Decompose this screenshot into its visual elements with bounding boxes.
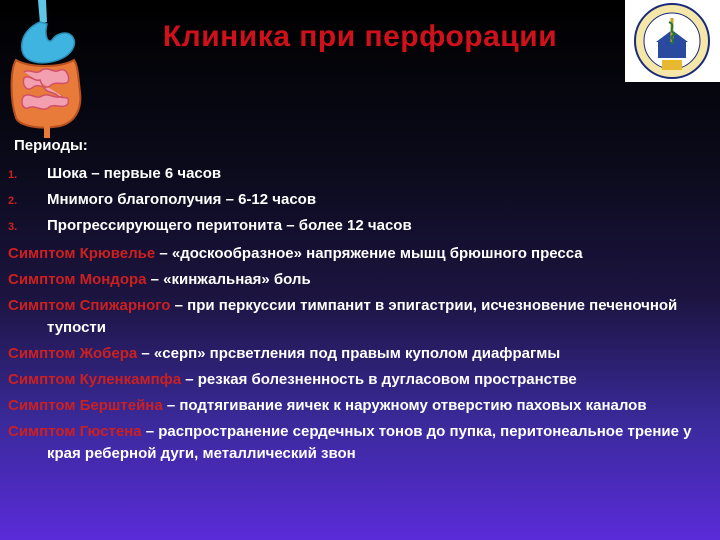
symptom-description: – при перкуссии тимпанит в эпигастрии, исчезновение печеночной тупости — [47, 297, 678, 336]
symptom-name: Симптом Крювелье — [8, 245, 156, 262]
period-item — [0, 165, 720, 191]
symptom-name: Симптом Мондора — [8, 271, 147, 288]
periods-heading: Периоды: — [14, 137, 88, 154]
university-emblem — [625, 0, 720, 82]
period-item — [0, 191, 720, 217]
symptom-item — [0, 395, 707, 417]
digestive-tract-illustration — [0, 0, 95, 140]
symptom-name: Симптом Спижарного — [8, 297, 171, 314]
symptom-name: Симптом Куленкампфа — [8, 371, 182, 388]
period-number: 3. — [8, 221, 18, 233]
period-item — [0, 217, 720, 243]
symptom-description: – резкая болезненность в дугласовом пространстве — [181, 371, 577, 388]
period-text: Шока – первые 6 часов — [47, 165, 222, 182]
symptom-description: – «серп» прсветления под правым куполом диафрагмы — [137, 345, 561, 362]
symptom-item — [0, 343, 707, 365]
period-number: 1. — [8, 169, 18, 181]
slide-title: Клиника при перфорации — [162, 20, 558, 53]
symptom-item — [0, 369, 707, 391]
symptom-description: – подтягивание яичек к наружному отверстию паховых каналов — [162, 397, 647, 414]
period-text: Мнимого благополучия – 6-12 часов — [47, 191, 317, 208]
content-list — [0, 165, 720, 469]
symptom-name: Симптом Жобера — [8, 345, 138, 362]
symptom-name: Симптом Гюстена — [8, 423, 142, 440]
period-number: 2. — [8, 195, 18, 207]
symptom-item — [0, 243, 707, 265]
symptom-item — [0, 269, 707, 291]
symptom-item — [0, 421, 707, 465]
symptom-description: – «кинжальная» боль — [146, 271, 311, 288]
symptom-description: – «доскообразное» напряжение мышц брюшного пресса — [155, 245, 583, 262]
period-text: Прогрессирующего перитонита – более 12 часов — [47, 217, 412, 234]
symptom-description: – распространение сердечных тонов до пупка, перитонеальное трение у края реберной дуги, металлический звон — [47, 423, 692, 462]
symptom-name: Симптом Берштейна — [8, 397, 163, 414]
symptom-item — [0, 295, 707, 339]
